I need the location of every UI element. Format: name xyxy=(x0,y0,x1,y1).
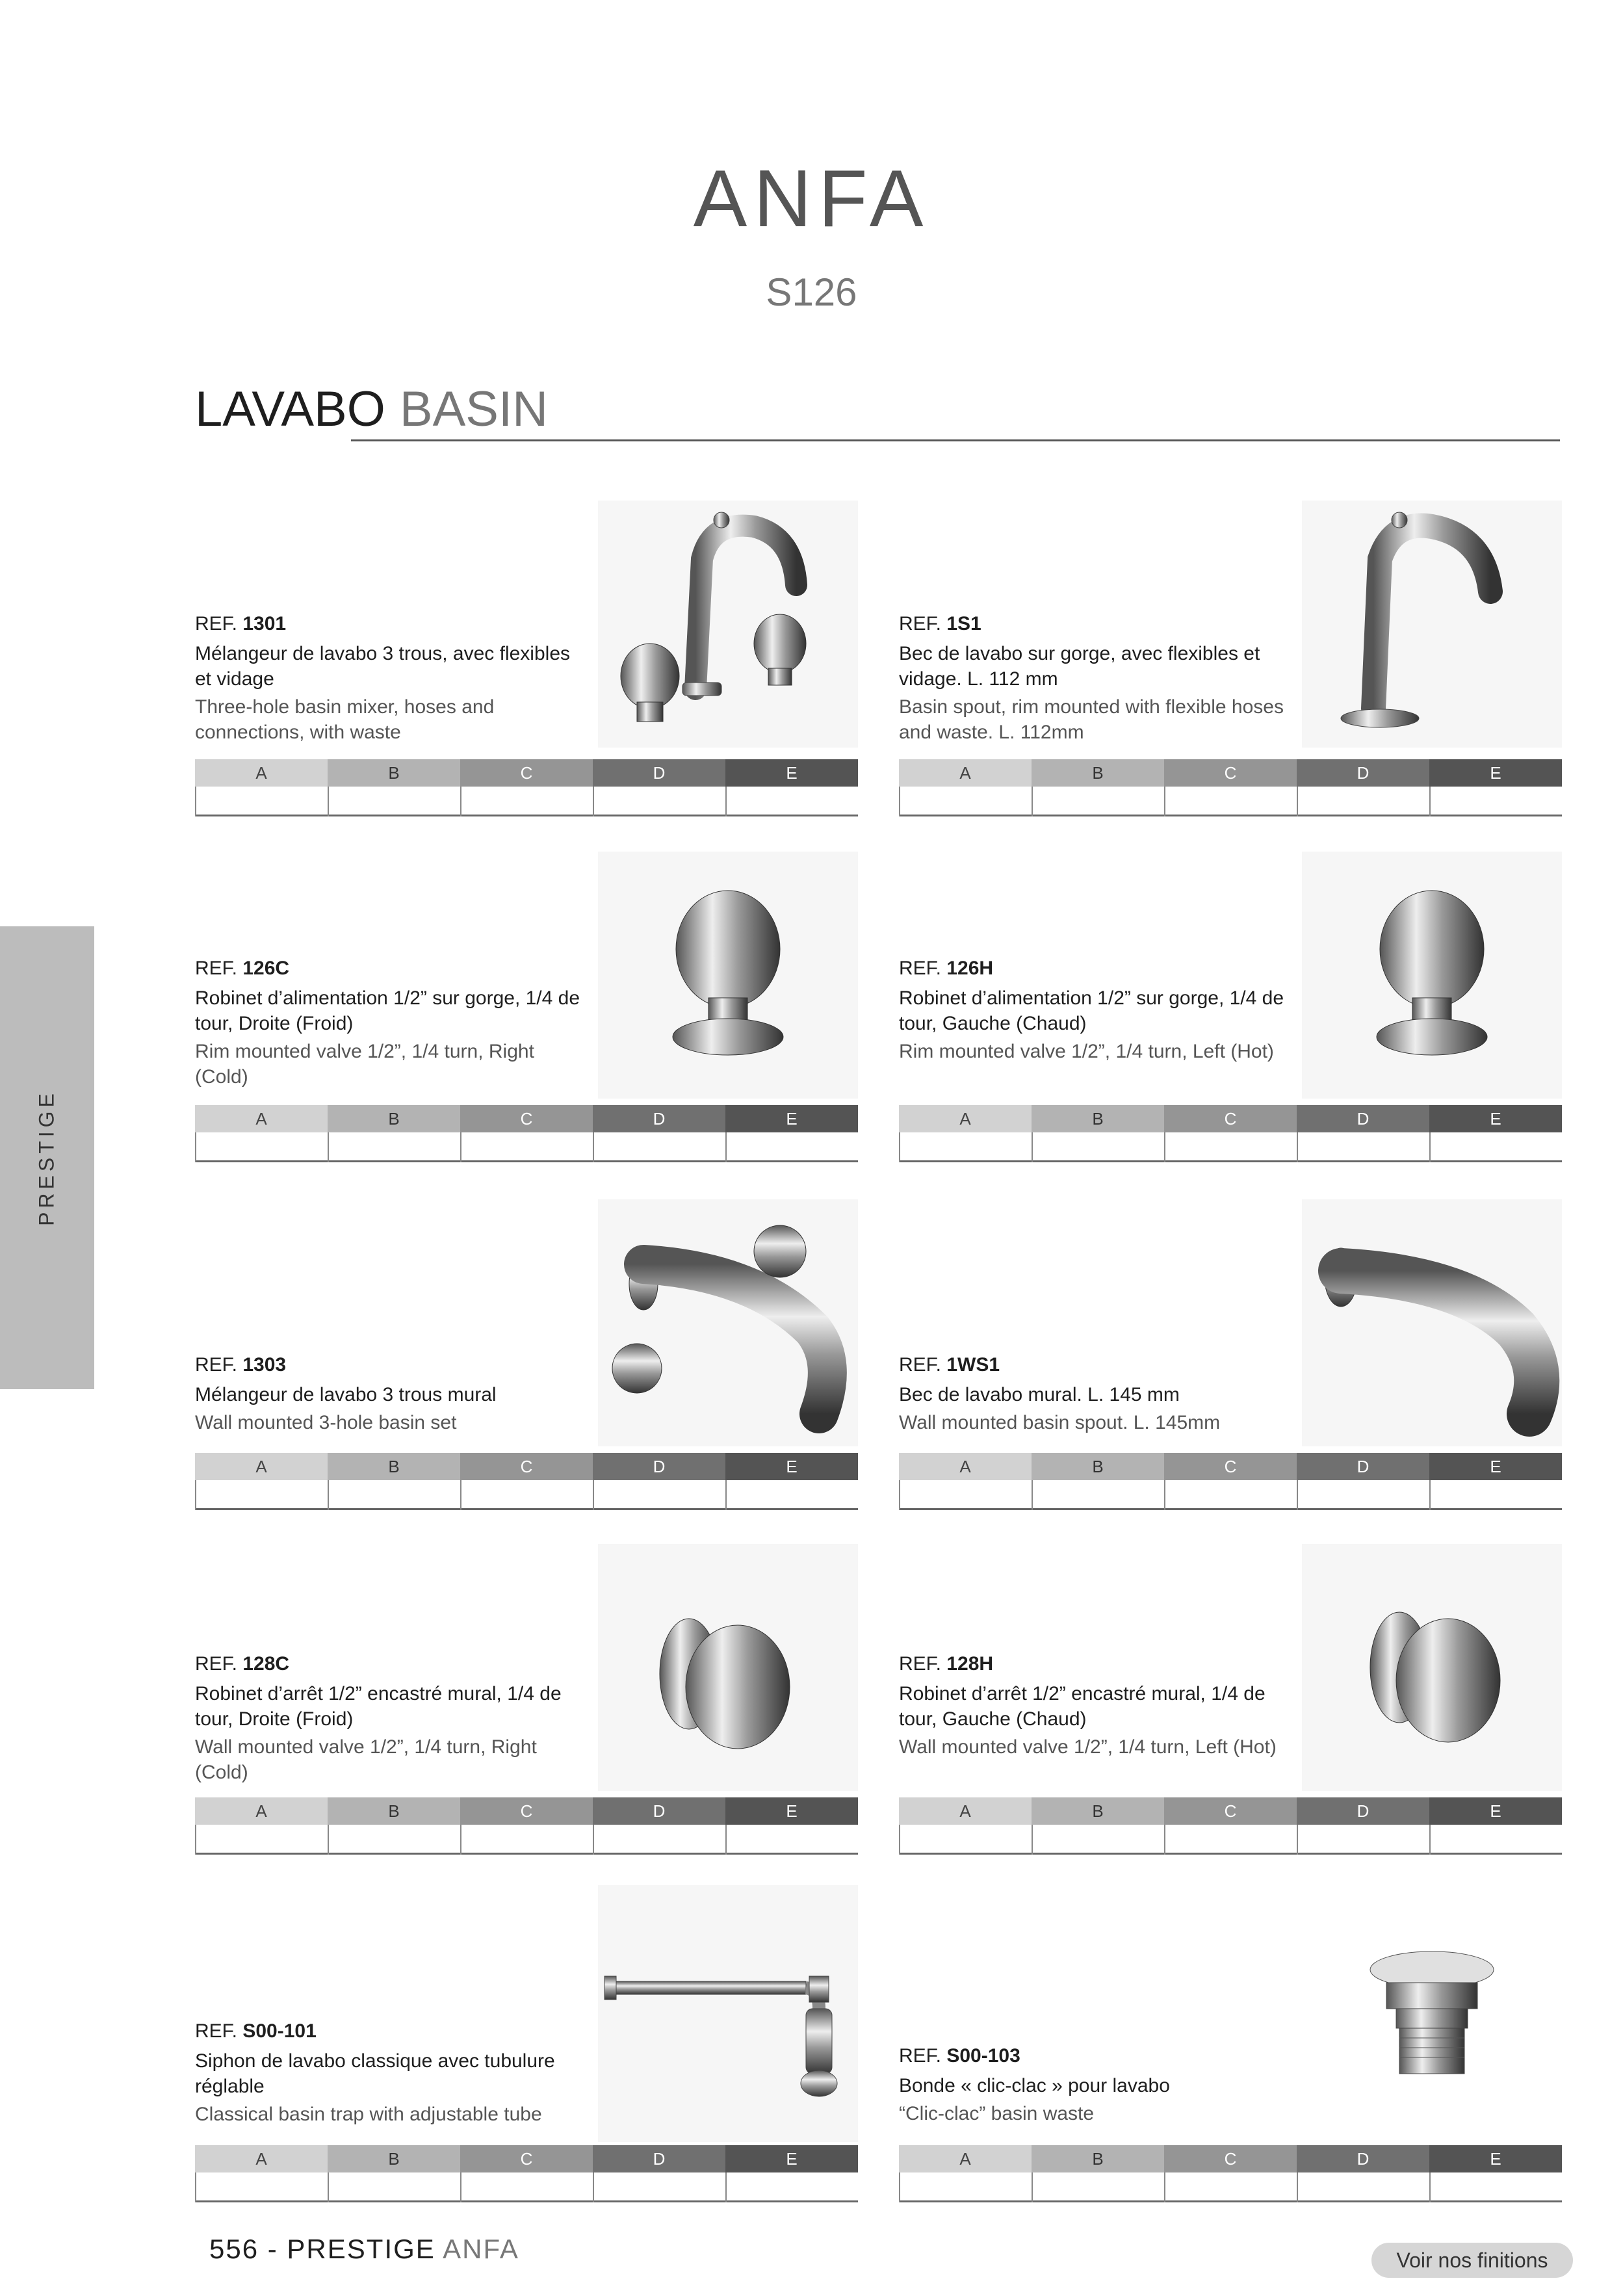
finish-header: D xyxy=(593,1453,725,1480)
finish-cell xyxy=(1431,787,1562,816)
finish-cell xyxy=(1165,2172,1298,2202)
product-card xyxy=(195,1199,858,1517)
finish-header: C xyxy=(460,1797,593,1825)
section-heading xyxy=(195,380,548,439)
finish-table xyxy=(899,1453,1562,1510)
finish-cell xyxy=(1033,2172,1165,2202)
finish-header: A xyxy=(195,759,328,787)
product-card xyxy=(899,501,1562,818)
finish-header: B xyxy=(1032,1453,1164,1480)
finish-header: E xyxy=(725,1797,858,1825)
finish-header: E xyxy=(1429,1453,1562,1480)
finish-cell xyxy=(1165,787,1298,816)
finish-header: B xyxy=(328,1453,460,1480)
finish-cell xyxy=(329,1132,461,1162)
finish-cell xyxy=(1298,1480,1431,1510)
footer-separator: - xyxy=(267,2234,278,2264)
finish-header: C xyxy=(1164,1797,1297,1825)
finish-header: D xyxy=(593,2145,725,2172)
finish-table xyxy=(899,2145,1562,2202)
finish-cell xyxy=(594,787,727,816)
finish-header: A xyxy=(195,1105,328,1132)
finish-cell xyxy=(1298,1825,1431,1855)
product-desc-en: Wall mounted valve 1/2”, 1/4 turn, Right (Cold) xyxy=(195,1736,537,1783)
wall-spout-icon xyxy=(1302,1199,1562,1446)
rim-valve-icon xyxy=(598,852,858,1099)
section-rule xyxy=(351,439,1560,441)
finish-cell xyxy=(196,1825,329,1855)
product-desc-en: Rim mounted valve 1/2”, 1/4 turn, Left (Hot) xyxy=(899,1041,1274,1062)
finish-cell xyxy=(1165,1825,1298,1855)
wall-basin-set-icon xyxy=(598,1199,858,1446)
finish-header: E xyxy=(725,2145,858,2172)
series-code: S126 xyxy=(766,270,857,314)
product-desc-fr: Mélangeur de lavabo 3 trous mural xyxy=(195,1384,497,1405)
finish-cell xyxy=(1431,2172,1562,2202)
product-desc-fr: Bec de lavabo sur gorge, avec flexibles et vidage. L. 112 mm xyxy=(899,643,1260,690)
finish-cell xyxy=(900,2172,1033,2202)
finish-cell xyxy=(1033,1132,1165,1162)
see-finishes-button[interactable]: Voir nos finitions xyxy=(1371,2243,1573,2278)
finish-header: E xyxy=(725,1105,858,1132)
finish-cell xyxy=(329,787,461,816)
product-card xyxy=(195,1544,858,1861)
finish-header: B xyxy=(328,759,460,787)
product-card xyxy=(195,1885,858,2210)
finish-table xyxy=(195,1105,858,1162)
finish-table xyxy=(899,759,1562,816)
finish-cell xyxy=(727,787,858,816)
finish-cell xyxy=(900,1480,1033,1510)
product-ref: REF. 1S1 xyxy=(899,613,981,634)
finish-header: D xyxy=(1297,759,1429,787)
product-desc-fr: Bonde « clic-clac » pour lavabo xyxy=(899,2075,1170,2096)
finish-header: D xyxy=(1297,1105,1429,1132)
side-tab-label: PRESTIGE xyxy=(34,1089,58,1226)
finish-cell xyxy=(1033,787,1165,816)
product-desc-en: Three-hole basin mixer, hoses and connections, with waste xyxy=(195,696,495,743)
product-ref: REF. 1WS1 xyxy=(899,1354,1000,1376)
wall-valve-icon xyxy=(1302,1544,1562,1791)
product-desc-en: Rim mounted valve 1/2”, 1/4 turn, Right (Cold) xyxy=(195,1041,534,1088)
finish-header: C xyxy=(460,759,593,787)
product-desc-fr: Robinet d’alimentation 1/2” sur gorge, 1/4 de tour, Gauche (Chaud) xyxy=(899,987,1284,1034)
finish-cell xyxy=(1033,1480,1165,1510)
finish-header: C xyxy=(460,1105,593,1132)
finish-header: D xyxy=(593,1105,725,1132)
finish-cell xyxy=(727,1480,858,1510)
finish-table xyxy=(899,1105,1562,1162)
finish-cell xyxy=(196,1480,329,1510)
section-title-fr: LAVABO xyxy=(195,382,385,437)
basin-spout-icon xyxy=(1302,501,1562,748)
finish-cell xyxy=(1165,1132,1298,1162)
finish-cell xyxy=(1298,787,1431,816)
finish-header: C xyxy=(1164,1453,1297,1480)
finish-header: D xyxy=(593,1797,725,1825)
product-ref: REF. S00-103 xyxy=(899,2045,1020,2067)
finish-header: B xyxy=(1032,2145,1164,2172)
finish-cell xyxy=(900,787,1033,816)
finish-header: A xyxy=(195,2145,328,2172)
finish-cell xyxy=(329,2172,461,2202)
finish-cell xyxy=(1033,1825,1165,1855)
finish-cell xyxy=(196,787,329,816)
finish-header: B xyxy=(1032,759,1164,787)
finish-cell xyxy=(594,1132,727,1162)
finish-header: C xyxy=(1164,1105,1297,1132)
product-desc-fr: Siphon de lavabo classique avec tubulure réglable xyxy=(195,2050,555,2097)
finish-cell xyxy=(461,2172,594,2202)
finish-cell xyxy=(1431,1480,1562,1510)
finish-cell xyxy=(461,787,594,816)
finish-header: D xyxy=(1297,2145,1429,2172)
finish-header: A xyxy=(899,1453,1032,1480)
finish-cell xyxy=(329,1480,461,1510)
product-ref: REF. 128C xyxy=(195,1653,290,1675)
product-desc-en: Classical basin trap with adjustable tube xyxy=(195,2104,542,2125)
finish-header: B xyxy=(328,2145,460,2172)
finish-cell xyxy=(594,2172,727,2202)
finish-header: B xyxy=(1032,1797,1164,1825)
product-card xyxy=(195,852,858,1169)
finish-cell xyxy=(727,1132,858,1162)
finish-cell xyxy=(900,1825,1033,1855)
finish-cell xyxy=(461,1132,594,1162)
product-desc-en: Basin spout, rim mounted with flexible hoses and waste. L. 112mm xyxy=(899,696,1284,743)
product-card xyxy=(899,1885,1562,2210)
finish-header: C xyxy=(1164,759,1297,787)
product-desc-fr: Robinet d’arrêt 1/2” encastré mural, 1/4 de tour, Droite (Froid) xyxy=(195,1683,562,1730)
product-ref: REF. 1301 xyxy=(195,613,287,634)
product-desc-en: Wall mounted valve 1/2”, 1/4 turn, Left (Hot) xyxy=(899,1736,1277,1758)
footer-page-label xyxy=(209,2234,519,2265)
three-hole-mixer-icon xyxy=(598,501,858,748)
finish-cell xyxy=(1431,1132,1562,1162)
finish-header: A xyxy=(899,2145,1032,2172)
finish-header: B xyxy=(1032,1105,1164,1132)
finish-table xyxy=(899,1797,1562,1855)
finish-table xyxy=(195,2145,858,2202)
clic-clac-waste-icon xyxy=(1302,1885,1562,2142)
footer-collection: ANFA xyxy=(443,2234,519,2264)
product-ref: REF. 126C xyxy=(195,958,290,979)
section-title-en: BASIN xyxy=(399,382,548,437)
basin-trap-icon xyxy=(598,1885,858,2142)
wall-valve-icon xyxy=(598,1544,858,1791)
finish-cell xyxy=(900,1132,1033,1162)
finish-cell xyxy=(329,1825,461,1855)
finish-cell xyxy=(1431,1825,1562,1855)
finish-header: C xyxy=(460,1453,593,1480)
product-desc-fr: Bec de lavabo mural. L. 145 mm xyxy=(899,1384,1180,1405)
finish-cell xyxy=(1298,1132,1431,1162)
product-card xyxy=(899,1544,1562,1861)
product-card xyxy=(899,852,1562,1169)
finish-table xyxy=(195,759,858,816)
finish-cell xyxy=(727,1825,858,1855)
finish-header: E xyxy=(1429,1105,1562,1132)
finish-cell xyxy=(461,1480,594,1510)
finish-cell xyxy=(594,1825,727,1855)
product-desc-en: “Clic-clac” basin waste xyxy=(899,2103,1095,2124)
finish-header: E xyxy=(1429,2145,1562,2172)
product-desc-en: Wall mounted 3-hole basin set xyxy=(195,1412,457,1433)
product-card xyxy=(899,1199,1562,1517)
product-ref: REF. S00-101 xyxy=(195,2020,317,2042)
side-tab xyxy=(0,926,94,1389)
finish-header: E xyxy=(1429,759,1562,787)
finish-cell xyxy=(1298,2172,1431,2202)
product-desc-fr: Robinet d’arrêt 1/2” encastré mural, 1/4 de tour, Gauche (Chaud) xyxy=(899,1683,1266,1730)
finish-header: B xyxy=(328,1105,460,1132)
finish-cell xyxy=(594,1480,727,1510)
finish-header: A xyxy=(195,1797,328,1825)
finish-header: A xyxy=(899,1105,1032,1132)
footer-label: PRESTIGE xyxy=(287,2234,435,2264)
finish-cell xyxy=(196,1132,329,1162)
finish-header: B xyxy=(328,1797,460,1825)
finish-header: D xyxy=(593,759,725,787)
finish-header: E xyxy=(725,1453,858,1480)
page-number: 556 xyxy=(209,2234,259,2264)
finish-cell xyxy=(1165,1480,1298,1510)
finish-cell xyxy=(461,1825,594,1855)
finish-table xyxy=(195,1797,858,1855)
finish-table xyxy=(195,1453,858,1510)
finish-header: E xyxy=(1429,1797,1562,1825)
finish-header: A xyxy=(899,759,1032,787)
finish-cell xyxy=(196,2172,329,2202)
finish-header: E xyxy=(725,759,858,787)
finish-header: A xyxy=(195,1453,328,1480)
finish-header: C xyxy=(1164,2145,1297,2172)
finish-cell xyxy=(727,2172,858,2202)
product-ref: REF. 1303 xyxy=(195,1354,287,1376)
product-ref: REF. 126H xyxy=(899,958,994,979)
finish-header: A xyxy=(899,1797,1032,1825)
product-desc-en: Wall mounted basin spout. L. 145mm xyxy=(899,1412,1221,1433)
rim-valve-icon xyxy=(1302,852,1562,1099)
product-desc-fr: Mélangeur de lavabo 3 trous, avec flexibles et vidage xyxy=(195,643,571,690)
product-card xyxy=(195,501,858,818)
finish-header: D xyxy=(1297,1453,1429,1480)
page-title: ANFA xyxy=(693,154,930,244)
product-ref: REF. 128H xyxy=(899,1653,994,1675)
finish-header: D xyxy=(1297,1797,1429,1825)
product-desc-fr: Robinet d’alimentation 1/2” sur gorge, 1/4 de tour, Droite (Froid) xyxy=(195,987,580,1034)
finish-header: C xyxy=(460,2145,593,2172)
